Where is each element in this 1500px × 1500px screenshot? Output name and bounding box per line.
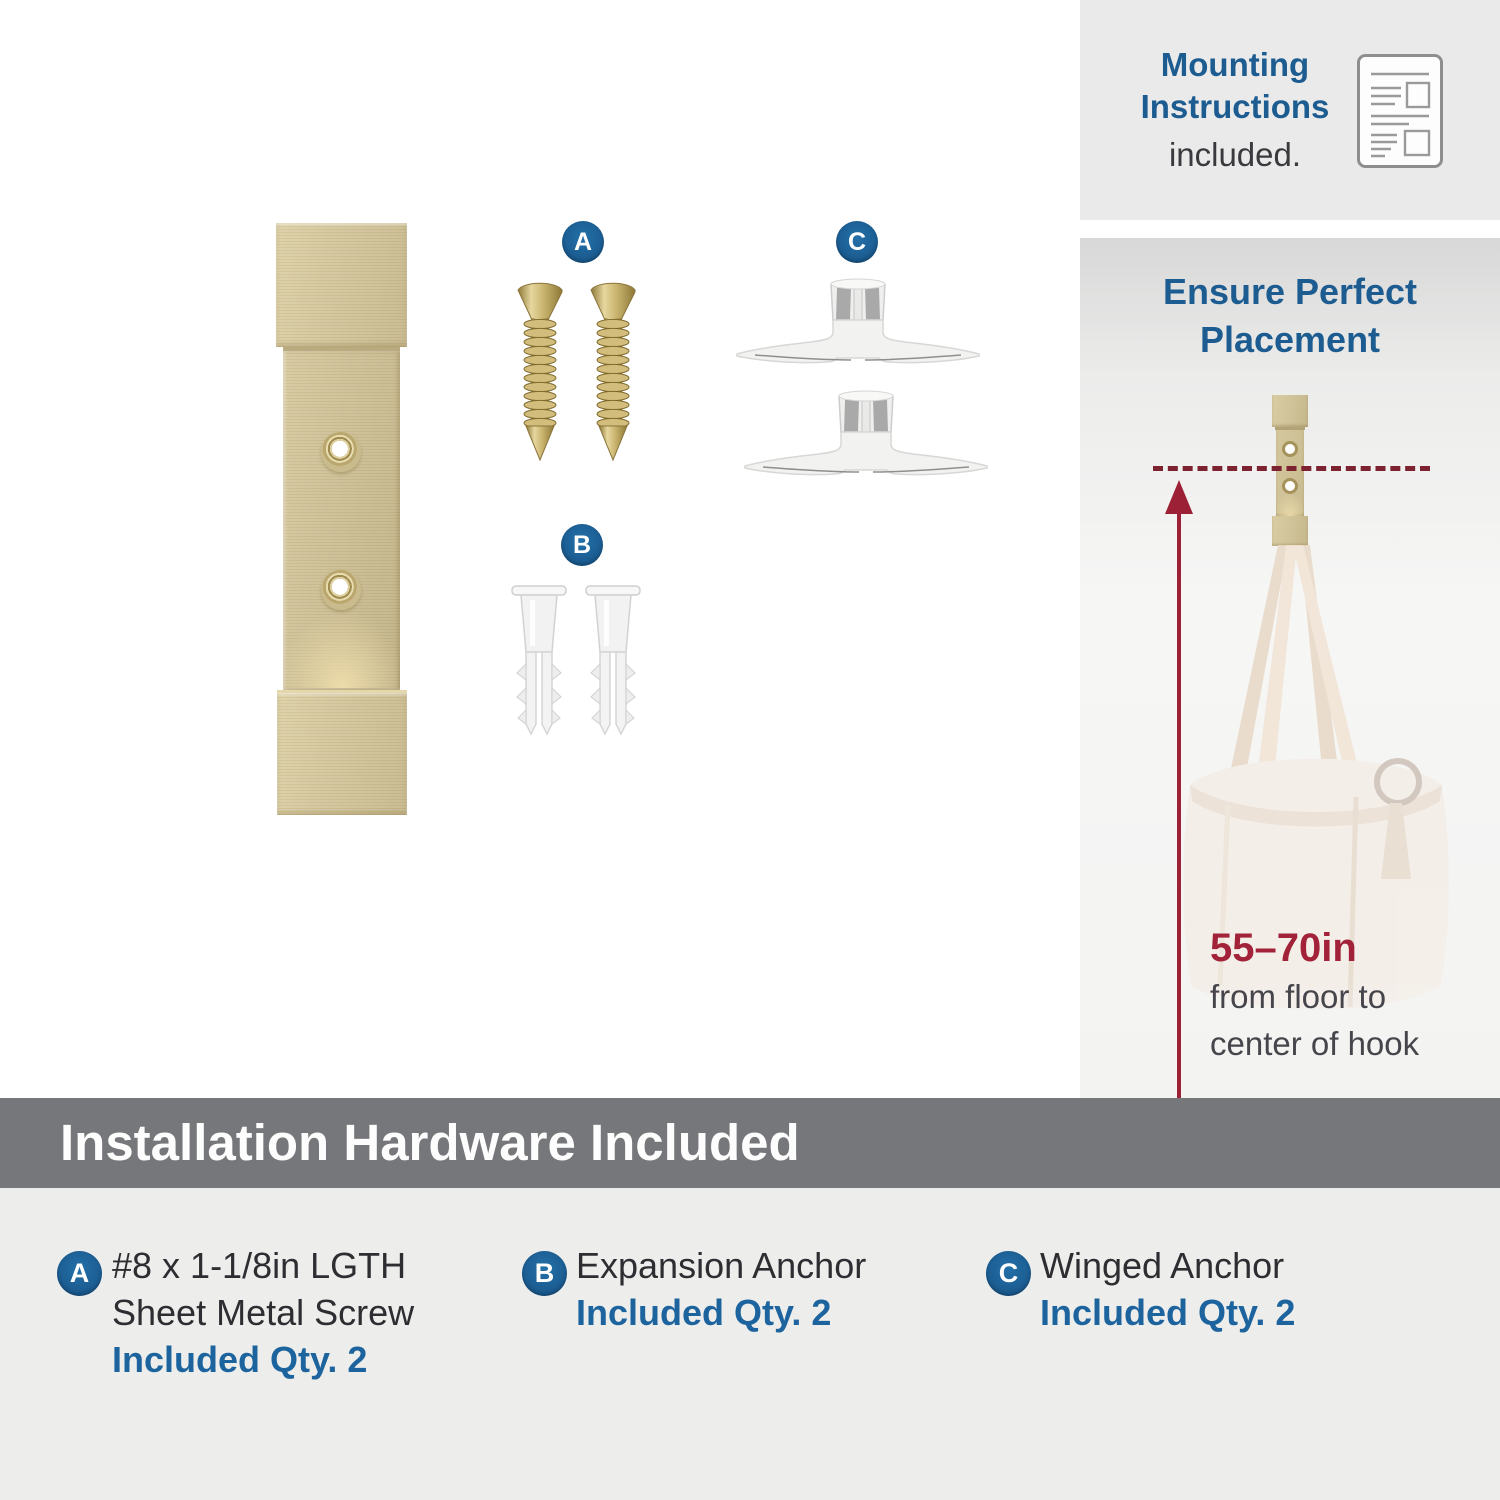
mounting-title-line2: Instructions bbox=[1140, 88, 1330, 125]
legend-a-badge-label: A bbox=[69, 1258, 90, 1288]
legend-a-line1: #8 x 1-1/8in LGTH bbox=[112, 1245, 407, 1286]
expansion-anchor-icon bbox=[584, 576, 642, 740]
legend-a-qty: Included Qty. 2 bbox=[112, 1339, 368, 1380]
placement-title bbox=[1080, 268, 1500, 364]
height-arrow-line bbox=[1177, 512, 1181, 1098]
hook-top-block bbox=[276, 223, 407, 347]
screw-icon bbox=[589, 278, 637, 464]
mounting-title-line1: Mounting bbox=[1160, 46, 1310, 83]
legend-c-badge bbox=[986, 1251, 1031, 1296]
legend-c-badge-label: C bbox=[998, 1258, 1019, 1288]
screw-icon bbox=[516, 278, 564, 464]
mini-hook-top-block bbox=[1272, 395, 1308, 427]
hook-bottom-block bbox=[277, 693, 407, 815]
callout-c-label: C bbox=[847, 227, 867, 256]
callout-a-badge bbox=[562, 221, 604, 263]
placement-title-line2: Placement bbox=[1199, 319, 1381, 360]
height-arrow-head bbox=[1165, 480, 1193, 514]
callout-a-label: A bbox=[573, 227, 593, 256]
mini-hook-lip bbox=[1277, 490, 1303, 516]
placement-title-line1: Ensure Perfect bbox=[1162, 271, 1418, 312]
legend-b-badge-label: B bbox=[534, 1258, 555, 1288]
legend-a-line2: Sheet Metal Screw bbox=[112, 1292, 415, 1333]
placement-guide-card bbox=[1080, 238, 1500, 1098]
legend-b-qty: Included Qty. 2 bbox=[576, 1292, 832, 1333]
callout-b-label: B bbox=[572, 530, 592, 559]
legend-a-badge bbox=[57, 1251, 102, 1296]
callout-c-badge bbox=[836, 221, 878, 263]
legend-c-line1: Winged Anchor bbox=[1040, 1245, 1285, 1286]
mini-hook-screw-top bbox=[1282, 441, 1298, 457]
mounting-subtitle: included. bbox=[1168, 136, 1302, 173]
hook-screw-hole-bottom bbox=[321, 570, 361, 610]
legend-b-badge bbox=[522, 1251, 567, 1296]
winged-anchor-icon bbox=[733, 276, 983, 380]
height-caption-line1: from floor to bbox=[1210, 978, 1387, 1015]
hook-center-dashed-line bbox=[1153, 466, 1430, 471]
section-banner-title: Installation Hardware Included bbox=[60, 1114, 800, 1171]
mounting-instructions-card bbox=[1080, 0, 1500, 220]
height-caption-line2: center of hook bbox=[1210, 1025, 1420, 1062]
section-banner bbox=[0, 1098, 1500, 1188]
height-range-label: 55–70in bbox=[1210, 926, 1357, 970]
document-icon bbox=[1357, 54, 1443, 168]
expansion-anchor-icon bbox=[510, 576, 568, 740]
legend-c-qty: Included Qty. 2 bbox=[1040, 1292, 1296, 1333]
legend-b-line1: Expansion Anchor bbox=[576, 1245, 867, 1286]
hook-screw-hole-top bbox=[321, 432, 361, 472]
callout-b-badge bbox=[561, 524, 603, 566]
mini-hook-bottom-block bbox=[1272, 516, 1308, 546]
hardware-legend-section bbox=[0, 1188, 1500, 1500]
winged-anchor-icon bbox=[741, 388, 991, 492]
